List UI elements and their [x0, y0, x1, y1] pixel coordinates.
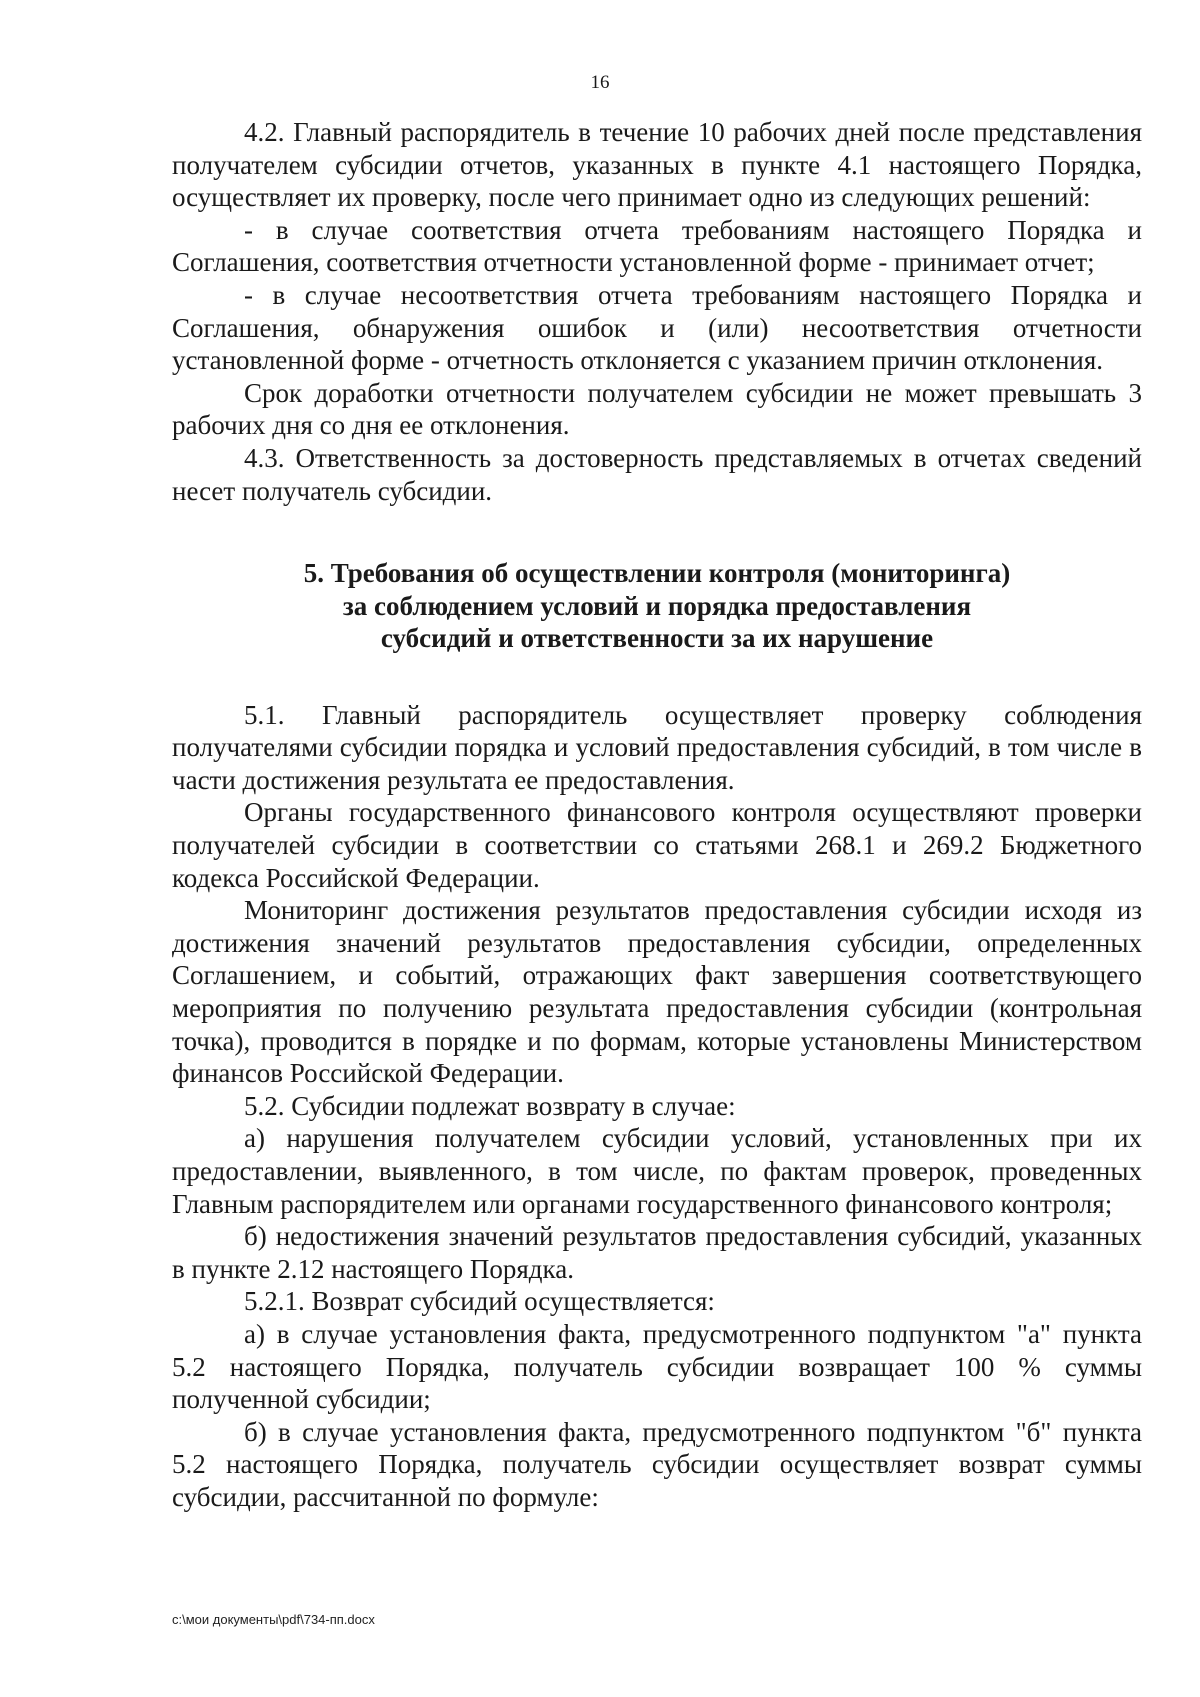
paragraph-rework-term: Срок доработки отчетности получателем субсидии не может превышать 3 рабочих дня со дня ее отклонения.	[172, 377, 1142, 441]
paragraph-financial-control: Органы государственного финансового контроля осуществляют проверки получателей субсидии в соответствии со статьями 268.1 и 269.2 Бюджетного кодекса Российской Федерации.	[172, 797, 1142, 893]
paragraph-decision-reject: - в случае несоответствия отчета требованиям настоящего Порядка и Соглашения, обнаружения ошибок и (или) несоответствия отчетности установленной форме - отчетность отклоняется с указанием причин отклонения.	[172, 279, 1142, 376]
paragraph-monitoring: Мониторинг достижения результатов предоставления субсидии исходя из достижения значений результатов предоставления субсидии, определенных Соглашением, и событий, отражающих факт завершения соответствующего мероприятия по получению результата предоставления субсидии (контрольная точка), проводится в порядке и по формам, которые установлены Министерством финансов Российской Федерации.	[172, 895, 1142, 1089]
paragraph-5-2: 5.2. Субсидии подлежат возврату в случае:	[244, 1090, 736, 1121]
paragraph-4-2: 4.2. Главный распорядитель в течение 10 рабочих дней после представления получателем субсидии отчетов, указанных в пункте 4.1 настоящего Порядка, осуществляет их проверку, после чего принимает одно из следующих решений:	[172, 117, 1142, 213]
paragraph-4-3: 4.3. Ответственность за достоверность представляемых в отчетах сведений несет получатель субсидии.	[172, 442, 1142, 506]
paragraph-5-2-a: а) нарушения получателем субсидии условий, установленных при их предоставлении, выявленного, в том числе, по фактам проверок, проведенных Главным распорядителем или органами государственного финансового контроля;	[172, 1123, 1142, 1219]
section-heading-line: 5. Требования об осуществлении контроля (мониторинга)	[303, 558, 1011, 589]
paragraph-5-2-1: 5.2.1. Возврат субсидий осуществляется:	[244, 1286, 715, 1317]
section-heading	[172, 557, 1142, 655]
section-heading-line: субсидий и ответственности за их нарушение	[380, 623, 934, 654]
paragraph-5-2-1-a: а) в случае установления факта, предусмотренного подпунктом "а" пункта 5.2 настоящего Порядка, получатель субсидии возвращает 100 % суммы полученной субсидии;	[172, 1318, 1142, 1415]
paragraph-decision-accept: - в случае соответствия отчета требованиям настоящего Порядка и Соглашения, соответствия отчетности установленной форме - принимает отчет;	[172, 214, 1142, 278]
paragraph-5-2-b: б) недостижения значений результатов предоставления субсидий, указанных в пункте 2.12 настоящего Порядка.	[172, 1221, 1142, 1284]
paragraph-5-2-1-b: б) в случае установления факта, предусмотренного подпунктом "б" пункта 5.2 настоящего Порядка, получатель субсидии осуществляет возврат суммы субсидии, рассчитанной по формуле:	[172, 1416, 1142, 1512]
section-heading-line: за соблюдением условий и порядка предоставления	[342, 590, 972, 621]
paragraph-5-1: 5.1. Главный распорядитель осуществляет проверку соблюдения получателями субсидии порядка и условий предоставления субсидий, в том числе в части достижения результата ее предоставления.	[172, 699, 1142, 795]
document-body	[172, 116, 1142, 1513]
footer-file-path: c:\мои документы\pdf\734-пп.docx	[172, 1612, 375, 1627]
page-number: 16	[590, 72, 610, 93]
